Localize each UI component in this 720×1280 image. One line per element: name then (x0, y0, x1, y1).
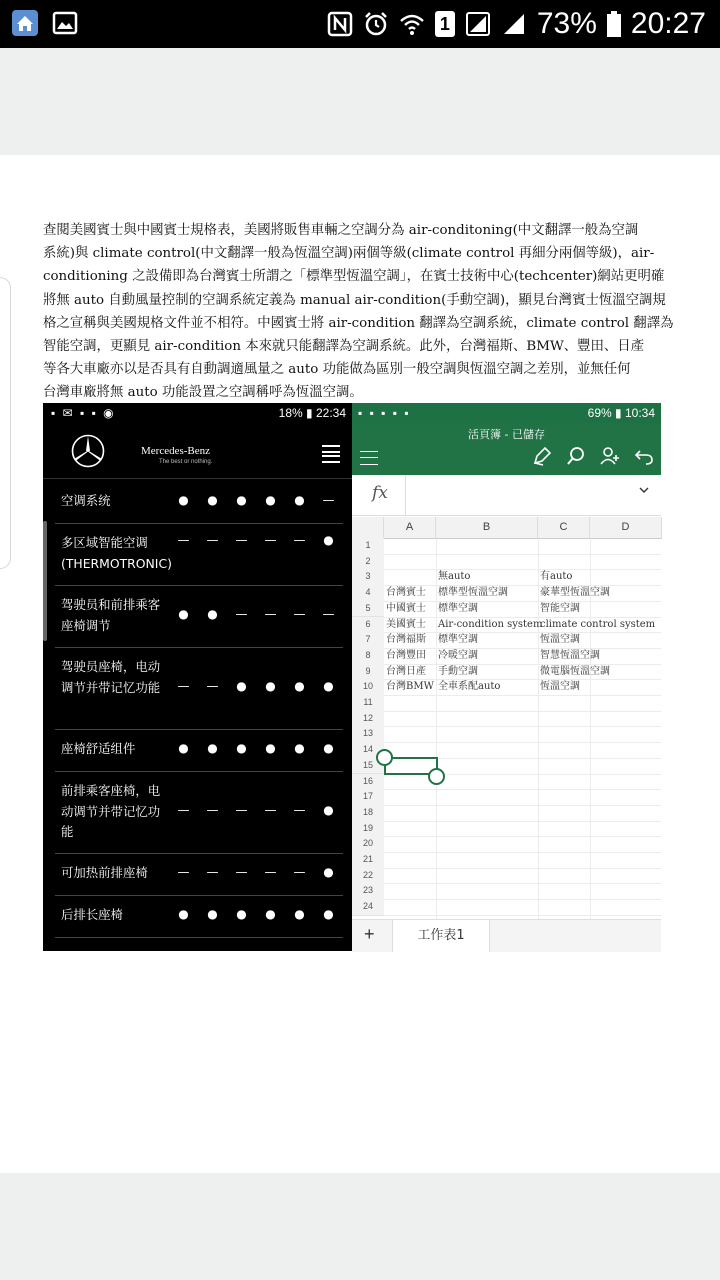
mini-battery: 69% (587, 406, 612, 420)
row-header[interactable]: 2 (352, 554, 384, 571)
share-person-icon[interactable] (599, 445, 621, 467)
search-icon[interactable] (565, 445, 587, 467)
row-header[interactable]: 18 (352, 805, 384, 822)
cell[interactable]: 有auto (540, 571, 573, 583)
row-header[interactable]: 15 (352, 758, 384, 775)
row-header[interactable]: 5 (352, 601, 384, 618)
cell[interactable]: 台灣賓士 (386, 587, 426, 599)
battery-percent: 73% (536, 7, 597, 40)
draw-pen-icon[interactable] (531, 445, 553, 467)
cell[interactable]: 台灣日產 (386, 665, 426, 677)
feature-row (55, 523, 343, 586)
feature-mark: — (206, 533, 219, 547)
column-header[interactable]: B (436, 517, 538, 539)
cell[interactable]: 手動空調 (438, 665, 478, 677)
feature-mark: — (206, 803, 219, 817)
row-header[interactable]: 13 (352, 726, 384, 743)
row-header[interactable]: 11 (352, 695, 384, 712)
feature-marks (169, 533, 343, 547)
article-line: conditioning 之設備即為台灣賓士所謂之「標準型恆溫空調」，在賓士技術中心(techcenter)網站更明確 (43, 269, 665, 285)
cell[interactable]: 無auto (438, 571, 471, 583)
article-line: 系統)與 climate control(中文翻譯一般為恆溫空調)兩個等級(climate control 再細分兩個等級)，air- (43, 246, 655, 262)
feature-mark: — (235, 533, 248, 547)
feature-mark: — (293, 803, 306, 817)
mercedes-spec-screenshot (43, 403, 352, 972)
feature-label: 照明和视觉组件 (61, 957, 148, 972)
article-line: 智能空調，更顯見 air-condition 本來就只能翻譯為空調系統。此外，台灣福斯、BMW、豐田、日產 (43, 339, 645, 355)
chevron-down-icon[interactable] (639, 485, 649, 495)
row-header[interactable]: 7 (352, 632, 384, 649)
feature-label: 可加热前排座椅 (61, 865, 148, 880)
feature-mark: ● (323, 741, 334, 755)
brand-tagline: The best or nothing. (159, 459, 213, 465)
row-header[interactable]: 10 (352, 679, 384, 696)
cell[interactable]: Air-condition system (438, 618, 543, 630)
feature-mark: — (264, 803, 277, 817)
row-header[interactable]: 9 (352, 664, 384, 681)
selection-handle[interactable] (428, 768, 445, 785)
mercedes-star-icon[interactable] (71, 434, 105, 468)
feature-mark: ● (207, 907, 218, 921)
row-header[interactable]: 21 (352, 852, 384, 869)
feature-mark: — (264, 533, 277, 547)
spreadsheet-grid[interactable] (352, 517, 661, 919)
feature-label: 座椅舒适组件 (61, 741, 136, 756)
workbook-title: 活頁簿 - 已儲存 (468, 428, 545, 441)
feature-mark: ● (323, 803, 334, 817)
home-icon[interactable] (12, 10, 38, 36)
column-header[interactable]: D (590, 517, 662, 539)
feature-mark: — (177, 865, 190, 879)
feature-mark: ● (294, 741, 305, 755)
gallery-icon[interactable] (52, 10, 78, 36)
feature-mark: ● (323, 907, 334, 921)
feature-mark: — (235, 803, 248, 817)
battery-icon (607, 11, 621, 37)
row-header[interactable]: 8 (352, 648, 384, 665)
brand-name: Mercedes-Benz (141, 445, 211, 457)
feature-row (55, 853, 343, 896)
row-header[interactable]: 1 (352, 538, 384, 555)
feature-mark: — (264, 865, 277, 879)
selection-handle[interactable] (376, 749, 393, 766)
feature-mark: — (322, 607, 335, 621)
feature-marks (169, 741, 343, 755)
feature-mark: — (177, 803, 190, 817)
cell[interactable]: 美國賓士 (386, 618, 426, 630)
feature-mark: ● (323, 533, 334, 547)
row-header[interactable]: 4 (352, 585, 384, 602)
feature-mark: ● (236, 741, 247, 755)
feature-mark: ● (207, 493, 218, 507)
article-line: 格之宣稱與美國規格文件並不相符。中國賓士將 air-condition 翻譯為空調系統，climate control 翻譯為 (43, 315, 674, 331)
feature-mark: — (264, 607, 277, 621)
column-header[interactable]: C (538, 517, 590, 539)
excel-status-bar: ▪ ▪ ▪ ▪ ▪ 69% ▮ 10:34 (352, 403, 661, 423)
cell[interactable]: 中國賓士 (386, 602, 426, 614)
feature-mark: ● (178, 741, 189, 755)
nfc-icon (327, 11, 353, 37)
feature-mark: ● (323, 679, 334, 693)
row-header[interactable]: 12 (352, 711, 384, 728)
article-line: 將無 auto 自動風量控制的空調系統定義為 manual air-condition(手動空調)，顯見台灣賓士恆溫空調規 (43, 292, 666, 308)
sheet-tab[interactable]: 工作表1 (392, 920, 490, 952)
feature-label: 空调系统 (61, 493, 111, 508)
feature-mark: — (322, 493, 335, 507)
notification-icons: ▪ ▪ ▪ ▪ ▪ (358, 406, 411, 420)
cell[interactable]: 豪華型恆溫空調 (540, 587, 610, 599)
feature-marks (169, 803, 343, 817)
feature-mark: — (235, 607, 248, 621)
cell[interactable]: 全車系配auto (438, 681, 501, 693)
feature-row (55, 937, 343, 977)
feature-marks (169, 493, 343, 507)
feature-mark: — (293, 607, 306, 621)
undo-icon[interactable] (633, 445, 655, 467)
row-header[interactable]: 24 (352, 899, 384, 916)
signal-strength-icon (501, 11, 527, 37)
feature-label: 驾驶员座椅，电动调节并带记忆功能 (61, 659, 161, 695)
mini-battery: 18% (278, 406, 303, 420)
article-paragraph (43, 219, 675, 405)
feature-mark: — (177, 679, 190, 693)
cell[interactable]: 智慧恆溫空調 (540, 649, 600, 661)
article-line: 等各大車廠亦以是否具有自動調適風量之 auto 功能做為區別一般空調與恆溫空調之差別，並無任何 (43, 362, 631, 378)
article-line: 查閱美國賓士與中國賓士規格表，美國將販售車輛之空調分為 air-conditoning(中文翻譯一般為空調 (43, 223, 639, 238)
feature-mark: ● (178, 493, 189, 507)
cell[interactable]: climate control system (540, 618, 656, 630)
signal-icon (465, 11, 491, 37)
bottom-gray-band (0, 1173, 720, 1280)
edge-panel-handle[interactable] (0, 277, 11, 569)
status-bar (0, 0, 720, 48)
hamburger-menu-icon[interactable] (360, 451, 378, 465)
excel-screenshot (352, 403, 661, 951)
menu-icon[interactable] (322, 445, 340, 463)
fx-icon: fx (372, 483, 388, 503)
feature-mark: ● (236, 907, 247, 921)
feature-mark: ● (265, 679, 276, 693)
row-header[interactable]: 6 (352, 617, 384, 634)
feature-mark: ● (265, 907, 276, 921)
alarm-icon (363, 11, 389, 37)
feature-mark: ● (178, 907, 189, 921)
feature-row (55, 895, 343, 938)
embedded-screenshot (43, 403, 661, 972)
feature-mark: ● (207, 607, 218, 621)
feature-mark: ● (236, 679, 247, 693)
cell[interactable]: 恆溫空調 (540, 634, 580, 646)
cell[interactable]: 標準型恆溫空調 (438, 587, 508, 599)
feature-label: 驾驶员和前排乘客座椅调节 (61, 597, 161, 633)
mini-clock: 22:34 (315, 406, 346, 420)
feature-row (55, 729, 343, 772)
feature-row (55, 647, 343, 730)
feature-row (55, 585, 343, 648)
cell[interactable]: 智能空調 (540, 602, 580, 614)
feature-marks (169, 607, 343, 621)
wifi-icon (399, 11, 425, 37)
notification-icons: ▪ ✉ ▪ ▪ ◉ (51, 406, 116, 420)
feature-mark: ● (265, 741, 276, 755)
row-header[interactable]: 19 (352, 821, 384, 838)
row-header[interactable]: 23 (352, 883, 384, 900)
column-header[interactable]: A (384, 517, 436, 539)
feature-mark: — (206, 865, 219, 879)
row-header[interactable]: 3 (352, 569, 384, 586)
row-header[interactable]: 14 (352, 742, 384, 759)
mini-status-bar: ▪ ✉ ▪ ▪ ◉ 18% ▮ 22:34 (51, 406, 346, 420)
feature-row (55, 481, 343, 524)
feature-mark: ● (323, 865, 334, 879)
feature-mark: ● (178, 607, 189, 621)
feature-label: 后排长座椅 (61, 907, 123, 922)
excel-toolbar (352, 423, 661, 475)
formula-bar[interactable] (352, 475, 661, 516)
sim-slot-badge: 1 (435, 11, 455, 37)
feature-marks (169, 679, 343, 693)
feature-mark: ● (207, 741, 218, 755)
cell[interactable]: 標準空調 (438, 634, 478, 646)
clock: 20:27 (630, 7, 706, 40)
cell[interactable]: 台灣BMW (386, 681, 434, 693)
feature-mark: ● (294, 679, 305, 693)
sheet-tab-bar (352, 919, 661, 952)
left-scroll-indicator (43, 521, 47, 641)
cell[interactable]: 冷暖空調 (438, 649, 478, 661)
feature-label: 前排乘客座椅，电动调节并带记忆功能 (61, 783, 161, 839)
add-sheet-button[interactable]: + (364, 924, 375, 944)
feature-mark: ● (294, 907, 305, 921)
feature-marks (169, 907, 343, 921)
row-header[interactable]: 22 (352, 868, 384, 885)
feature-mark: — (177, 533, 190, 547)
select-all-corner[interactable] (352, 517, 384, 539)
row-header[interactable]: 16 (352, 774, 384, 791)
top-gray-band (0, 48, 720, 155)
feature-mark: ● (236, 493, 247, 507)
cell[interactable]: 恆溫空調 (540, 681, 580, 693)
cell[interactable]: 台灣豐田 (386, 649, 426, 661)
cell[interactable]: 台灣福斯 (386, 634, 426, 646)
feature-marks (169, 865, 343, 879)
mini-clock: 10:34 (624, 406, 655, 420)
feature-mark: ● (294, 493, 305, 507)
article-line: 台灣車廠將無 auto 功能設置之空調稱呼為恆溫空調。 (43, 385, 363, 401)
cell[interactable]: 微電腦恆溫空調 (540, 665, 610, 677)
feature-mark: — (293, 865, 306, 879)
row-header[interactable]: 20 (352, 836, 384, 853)
feature-mark: — (293, 533, 306, 547)
feature-label: 多区域智能空调(THERMOTRONIC) (61, 535, 172, 571)
feature-mark: ● (265, 493, 276, 507)
row-header[interactable]: 17 (352, 789, 384, 806)
feature-mark: — (235, 865, 248, 879)
feature-mark: — (206, 679, 219, 693)
cell[interactable]: 標準空調 (438, 602, 478, 614)
mercedes-header (43, 423, 352, 479)
feature-row (55, 771, 343, 854)
